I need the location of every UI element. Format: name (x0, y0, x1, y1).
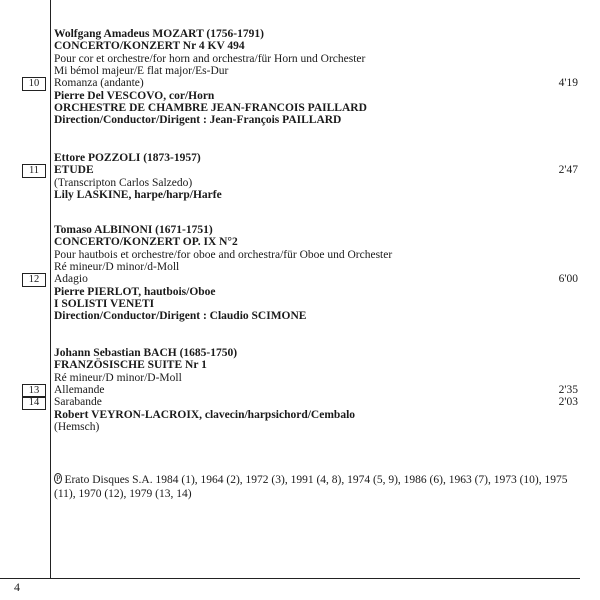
track-number: 14 (22, 396, 46, 410)
listing-line: Wolfgang Amadeus MOZART (1756-1791) (54, 28, 264, 40)
listing-line: Tomaso ALBINONI (1671-1751) (54, 224, 213, 236)
listing-line: Pierre Del VESCOVO, cor/Horn (54, 89, 215, 102)
track-number: 13 (22, 384, 46, 398)
track-duration: 2'03 (558, 396, 578, 409)
listing-line: Pour hautbois et orchestre/for oboe and orchestra/für Oboe und Orchester (54, 248, 393, 261)
listing-line: Ré mineur/D minor/d-Moll (54, 260, 180, 273)
listing-line: Pierre PIERLOT, hautbois/Oboe (54, 285, 216, 298)
track-number: 11 (22, 164, 46, 178)
listing-line: Allemande (54, 383, 105, 396)
listing-line: Ettore POZZOLI (1873-1957) (54, 152, 201, 164)
listing-line: Lily LASKINE, harpe/harp/Harfe (54, 188, 222, 201)
copyright-text: Erato Disques S.A. 1984 (1), 1964 (2), 1972 (3), 1991 (4, 8), 1974 (5, 9), 1986 (6), 1963 (7), 1973 (10), 1975 (11), 1970 (12), 1979 (13, 14) (54, 474, 568, 500)
listing-line: Robert VEYRON-LACROIX, clavecin/harpsichord/Cembalo (54, 408, 356, 421)
track-duration: 4'19 (558, 77, 578, 90)
track-number: 12 (22, 273, 46, 287)
listing-line: ORCHESTRE DE CHAMBRE JEAN-FRANCOIS PAILLARD (54, 101, 367, 114)
bottom-rule (0, 578, 580, 579)
listing-line: Ré mineur/D minor/D-Moll (54, 371, 182, 384)
page-number: 4 (14, 580, 20, 594)
listing-line: Romanza (andante) (54, 77, 144, 90)
listing-line: Pour cor et orchestre/for horn and orchestra/für Horn und Orchester (54, 52, 366, 65)
track-number: 10 (22, 77, 46, 91)
phonogram-icon: P (56, 474, 61, 483)
listing-line: I SOLISTI VENETI (54, 297, 155, 310)
left-margin-rule (50, 0, 51, 578)
copyright-notice (54, 472, 584, 501)
track-duration: 6'00 (558, 273, 578, 286)
listing-line: CONCERTO/KONZERT Nr 4 KV 494 (54, 40, 245, 53)
listing-line: Direction/Conductor/Dirigent : Jean-François PAILLARD (54, 114, 342, 127)
listing-line: FRANZÖSISCHE SUITE Nr 1 (54, 359, 207, 372)
listing-line: CONCERTO/KONZERT OP. IX N°2 (54, 236, 238, 249)
listing-line: (Hemsch) (54, 420, 100, 433)
listing-line: Adagio (54, 273, 88, 286)
listing-line: Sarabande (54, 396, 102, 409)
listing-line: ETUDE (54, 164, 94, 177)
listing-line: Mi bémol majeur/E flat major/Es-Dur (54, 64, 229, 77)
listing-line: Direction/Conductor/Dirigent : Claudio SCIMONE (54, 310, 307, 323)
listing-line: Johann Sebastian BACH (1685-1750) (54, 347, 238, 359)
track-duration: 2'47 (558, 164, 578, 177)
listing-line: (Transcripton Carlos Salzedo) (54, 176, 193, 189)
track-duration: 2'35 (558, 383, 578, 396)
